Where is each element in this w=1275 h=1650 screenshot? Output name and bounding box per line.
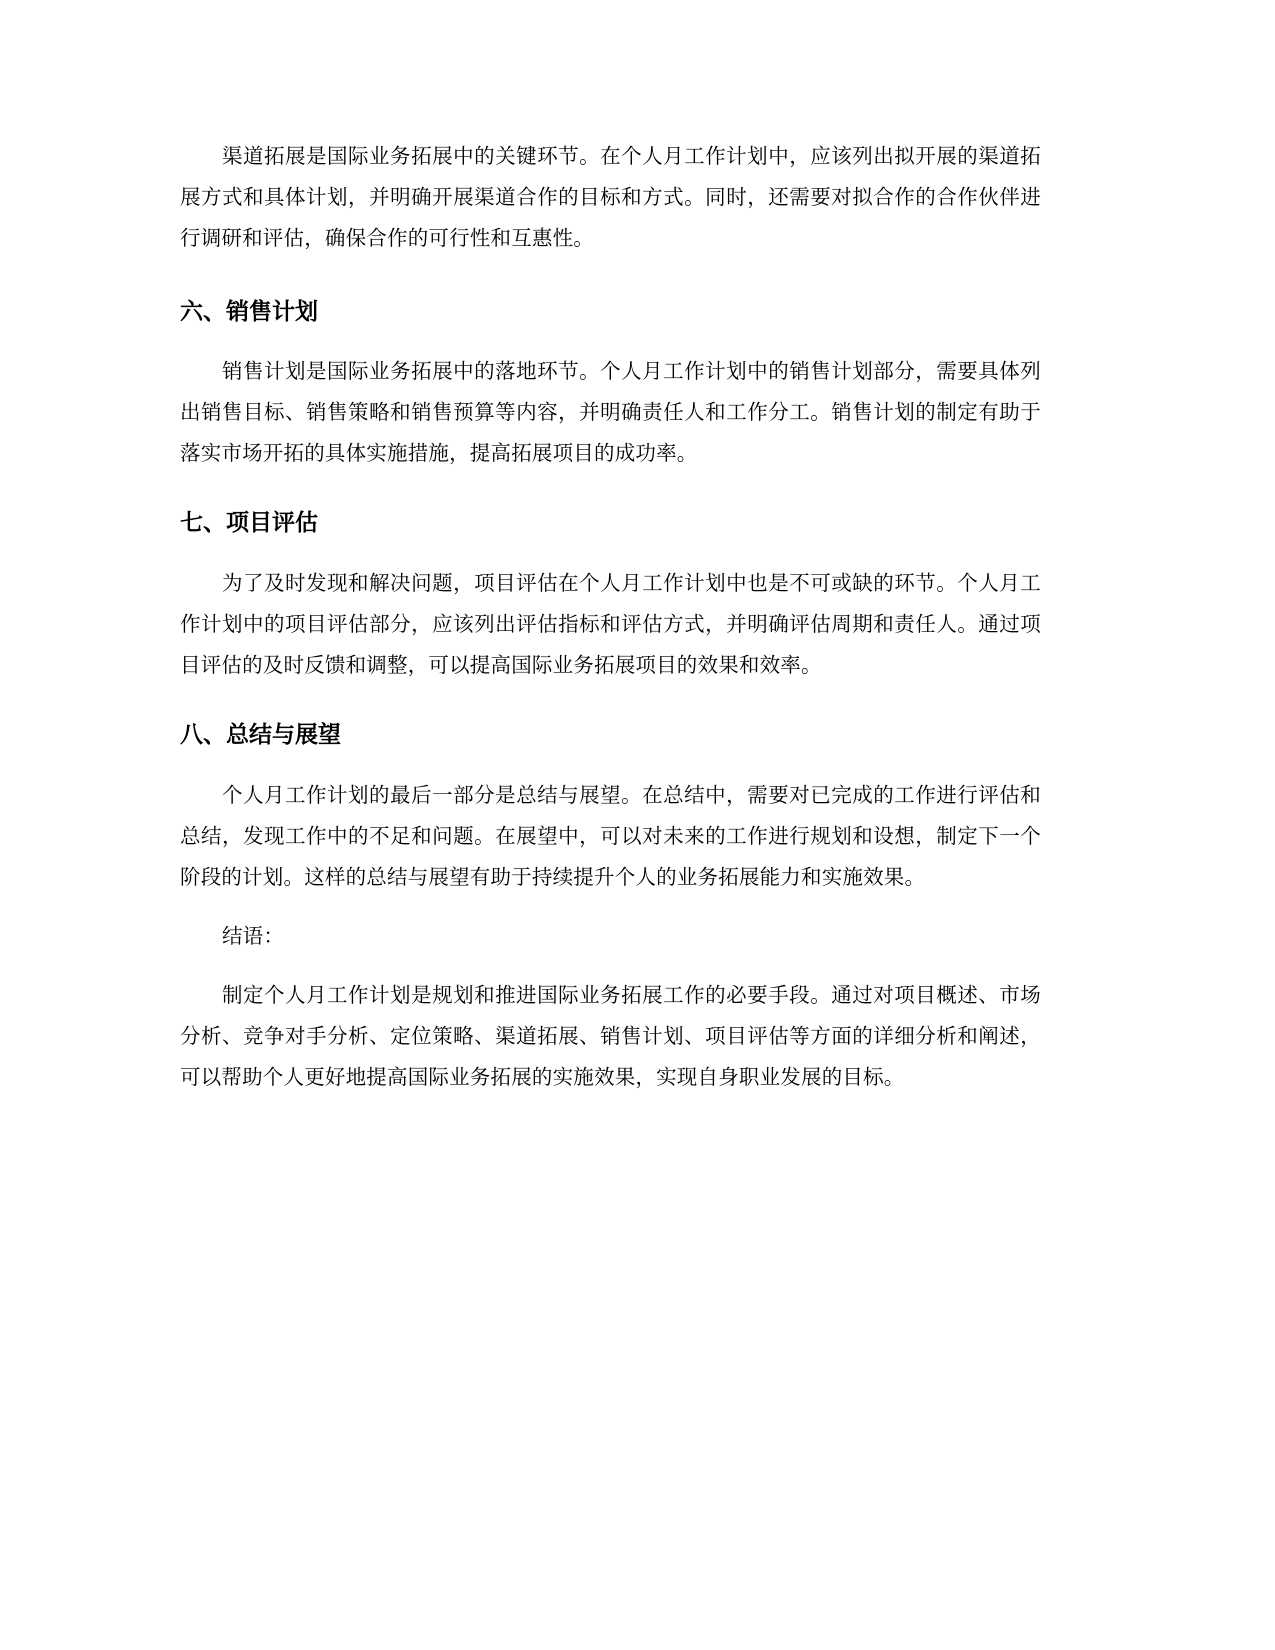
- section-heading-summary-outlook: 八、总结与展望: [180, 722, 341, 748]
- sales-plan-paragraph: 销售计划是国际业务拓展中的落地环节。个人月工作计划中的销售计划部分，需要具体列出销售目标、销售策略和销售预算等内容，并明确责任人和工作分工。销售计划的制定有助于落实市场开拓的具体实施措施，提高拓展项目的成功率。: [180, 359, 1041, 465]
- section-heading-sales-plan: 六、销售计划: [180, 299, 318, 325]
- channel-expansion-paragraph: 渠道拓展是国际业务拓展中的关键环节。在个人月工作计划中，应该列出拟开展的渠道拓展方式和具体计划，并明确开展渠道合作的目标和方式。同时，还需要对拟合作的合作伙伴进行调研和评估，确保合作的可行性和互惠性。: [180, 144, 1041, 250]
- closing-paragraph: 制定个人月工作计划是规划和推进国际业务拓展工作的必要手段。通过对项目概述、市场分析、竞争对手分析、定位策略、渠道拓展、销售计划、项目评估等方面的详细分析和阐述，可以帮助个人更好地提高国际业务拓展的实施效果，实现自身职业发展的目标。: [180, 983, 1041, 1089]
- section-heading-project-evaluation: 七、项目评估: [180, 510, 318, 536]
- document-page: [180, 136, 1041, 1098]
- summary-outlook-paragraph: 个人月工作计划的最后一部分是总结与展望。在总结中，需要对已完成的工作进行评估和总结，发现工作中的不足和问题。在展望中，可以对未来的工作进行规划和设想，制定下一个阶段的计划。这样的总结与展望有助于持续提升个人的业务拓展能力和实施效果。: [180, 783, 1041, 889]
- closing-label: 结语：: [222, 924, 285, 948]
- project-evaluation-paragraph: 为了及时发现和解决问题，项目评估在个人月工作计划中也是不可或缺的环节。个人月工作计划中的项目评估部分，应该列出评估指标和评估方式，并明确评估周期和责任人。通过项目评估的及时反馈和调整，可以提高国际业务拓展项目的效果和效率。: [180, 571, 1041, 677]
